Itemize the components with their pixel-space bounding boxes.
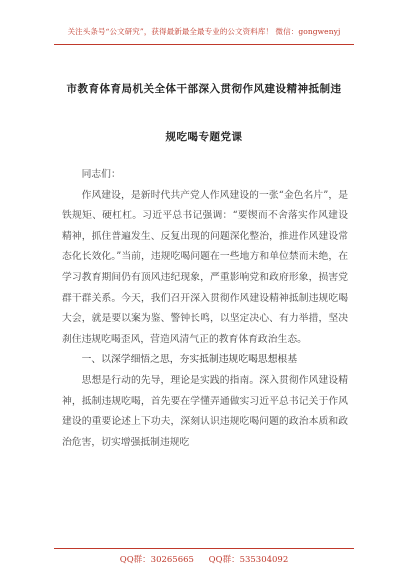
document-body <box>62 165 348 453</box>
section-heading: 一、以深学细悟之思，夯实抵制违规吃喝思想根基 <box>81 354 298 366</box>
footer-qq-group-2: QQ群：535304092 <box>208 555 289 565</box>
footer-qq-group-1: QQ群：30265665 <box>119 555 194 565</box>
salutation: 同志们： <box>81 169 121 180</box>
document-title-line-2: 规吃喝专题党课 <box>165 131 243 143</box>
header-divider <box>54 44 354 45</box>
page-footer <box>0 553 408 565</box>
page-header-notice: 关注头条号“公文研究”，获得最新最全最专业的公文资料库！ 微信：gongwenyj <box>67 27 341 36</box>
body-paragraph: 作风建设，是新时代共产党人作风建设的一张“金色名片”，是铁规矩、硬杠杠。习近平总书记强调：“要锲而不舍落实作风建设精神，抓住普遍发生、反复出现的问题深化整治，推进作风建设常态化长效化。”当前，违规吃喝问题在一些地方和单位禁而未绝，在学习教育期间仍有顶风违纪现象，严重影响党和政府形象，损害党群干群关系。今天，我们召开深入贯彻作风建设精神抵制违规吃喝大会，就是要以案为鉴、警钟长鸣，以坚定决心、有力举措，坚决刹住违规吃喝歪风，营造风清气正的教育体育政治生态。 <box>62 189 348 345</box>
document-title-line-1: 市教育体育局机关全体干部深入贯彻作风建设精神抵制违 <box>66 83 342 95</box>
footer-divider <box>54 548 354 549</box>
body-paragraph: 思想是行动的先导，理论是实践的指南。深入贯彻作风建设精神，抵制违规吃喝，首先要在学懂弄通做实习近平总书记关于作风建设的重要论述上下功夫，深刻认识违规吃喝问题的政治本质和政治危害，切实增强抵制违规吃 <box>62 374 348 448</box>
